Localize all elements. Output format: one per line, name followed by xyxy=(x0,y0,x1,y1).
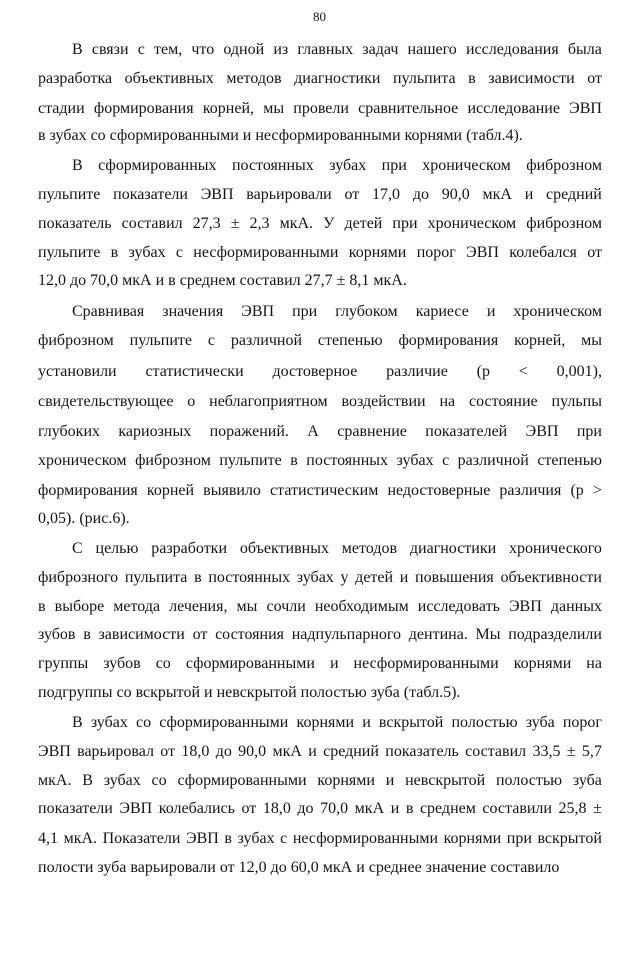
text-line: В связи с тем, что одной из главных задач нашего исследования была xyxy=(72,41,602,58)
text-line: фиброзном пульпите с различной степенью формирования корней, мы xyxy=(38,332,602,349)
text-line: разработка объективных методов диагностики пульпита в зависимости от xyxy=(38,70,602,87)
text-line: 4,1 мкА. Показатели ЭВП в зубах с несформированными корнями при вскрытой xyxy=(38,830,602,847)
text-line: формирования корней выявило статистическим недостоверные различия (р > xyxy=(38,482,602,499)
text-line: установили статистически достоверное различие (р < 0,001), xyxy=(38,363,602,380)
text-line: пульпите в зубах с несформированными корнями порог ЭВП колебался от xyxy=(38,244,602,261)
text-line: глубоких кариозных поражений. А сравнение показателей ЭВП при xyxy=(38,423,602,440)
text-line: Сравнивая значения ЭВП при глубоком кариесе и хроническом xyxy=(72,303,602,320)
text-line: показатель составил 27,3 ± 2,3 мкА. У детей при хроническом фиброзном xyxy=(38,215,602,232)
text-line: 12,0 до 70,0 мкА и в среднем составил 27,7 ± 8,1 мкА. xyxy=(38,272,407,289)
text-line: мкА. В зубах со сформированными корнями и невскрытой полостью зуба xyxy=(38,772,602,789)
text-line: В зубах со сформированными корнями и вскрытой полостью зуба порог xyxy=(72,714,602,731)
text-line: свидетельствующее о неблагоприятном воздействии на состояние пульпы xyxy=(38,393,602,410)
text-line: стадии формирования корней, мы провели сравнительное исследование ЭВП xyxy=(38,100,602,117)
text-line: В сформированных постоянных зубах при хроническом фиброзном xyxy=(72,157,602,174)
text-line: показатели ЭВП колебались от 18,0 до 70,0 мкА и в среднем составили 25,8 ± xyxy=(38,800,602,817)
text-line: пульпите показатели ЭВП варьировали от 17,0 до 90,0 мкА и средний xyxy=(38,186,602,203)
text-line: фиброзного пульпита в постоянных зубах у детей и повышения объективности xyxy=(38,569,602,586)
text-line: группы зубов со сформированными и несформированными корнями на xyxy=(38,655,602,672)
text-line: полости зуба варьировали от 12,0 до 60,0 мкА и среднее значение составило xyxy=(38,859,560,876)
text-line: хроническом фиброзном пульпите в постоянных зубах с различной степенью xyxy=(38,452,602,469)
text-line: подгруппы со вскрытой и невскрытой полостью зуба (табл.5). xyxy=(38,684,461,701)
text-line: 0,05). (рис.6). xyxy=(38,510,130,527)
text-line: зубов в зависимости от состояния надпульпарного дентина. Мы подразделили xyxy=(38,626,602,643)
text-line: в выборе метода лечения, мы сочли необходимым исследовать ЭВП данных xyxy=(38,598,602,615)
text-line: ЭВП варьировал от 18,0 до 90,0 мкА и средний показатель составил 33,5 ± 5,7 xyxy=(38,743,602,760)
text-line: С целью разработки объективных методов диагностики хронического xyxy=(72,540,602,557)
text-line: в зубах со сформированными и несформированными корнями (табл.4). xyxy=(38,127,523,144)
page-number: 80 xyxy=(313,9,326,24)
